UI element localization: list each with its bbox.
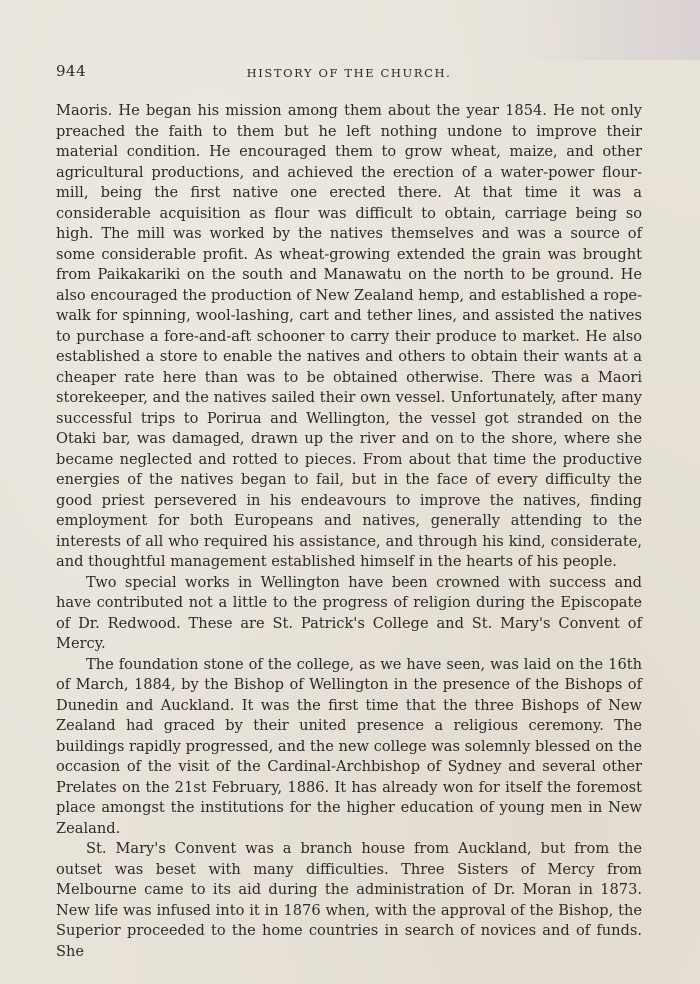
running-head: HISTORY OF THE CHURCH. (246, 66, 452, 80)
body-text (56, 101, 642, 962)
paragraph-college: The foundation stone of the college, as we have seen, was laid on the 16th of March, 1884, by the Bishop of Wellington in the presence of the Bishops of Dunedin and Auckland. It was the first time that the three Bishops of New Zealand had graced by their united presence a religious ceremony. The buildings rapidly progressed, and the new college was solemnly blessed on the occasion of the visit of the Cardinal-Archbishop of Sydney and several other Prelates on the 21st February, 1886. It has already won for itself the foremost place amongst the institutions for the higher education of young men in New Zealand. (56, 655, 642, 837)
paragraph-convent: St. Mary's Convent was a branch house from Auckland, but from the outset was beset with many difficulties. Three Sisters of Mercy from Melbourne came to its aid during the administration of Dr. Moran in 1873. New life was infused into it in 1876 when, with the approval of the Bishop, the Superior proceeded to the home countries in search of novices and of funds. She (56, 840, 642, 960)
paragraph-maori-mission: Maoris. He began his mission among them about the year 1854. He not only preached the faith to them but he left nothing undone to improve their material condition. He encouraged them to grow wheat, maize, and other agricultural productions, and achieved the erection of a water-power flour-mill, being the first native one erected there. At that time it was a considerable acquisition as flour was difficult to obtain, carriage being so high. The mill was worked by the natives themselves and was a source of some considerable profit. As wheat-growing extended the grain was brought from Paikakariki on the south and Manawatu on the north to be ground. He also encouraged the production of New Zealand hemp, and established a rope-walk for spinning, wool-lashing, cart and tether lines, and assisted the natives to purchase a fore-and-aft schooner to carry their produce to market. He also established a store to enable the natives and others to obtain their wants at a cheaper rate here than was to be obtained otherwise. There was a Maori storekeeper, and the natives sailed their own vessel. Unfortunately, after many successful trips to Porirua and Wellington, the vessel got stranded on the Otaki bar, was damaged, drawn up the river and on to the shore, where she became neglected and rotted to pieces. From about that time the productive energies of the natives began to fail, but in the face of every difficulty the good priest persevered in his endeavours to improve the natives, finding employment for both Europeans and natives, generally attending to the interests of all who required his assistance, and through his kind, considerate, and thoughtful management established himself in the hearts of his people. (56, 102, 642, 570)
page-number: 944 (56, 62, 87, 80)
paragraph-special-works: Two special works in Wellington have been crowned with success and have contributed not a little to the progress of religion during the Episcopate of Dr. Redwood. These are St. Patrick's College and St. Mary's Convent of Mercy. (56, 573, 642, 652)
page-header (56, 62, 642, 84)
paper-stain (510, 0, 700, 60)
